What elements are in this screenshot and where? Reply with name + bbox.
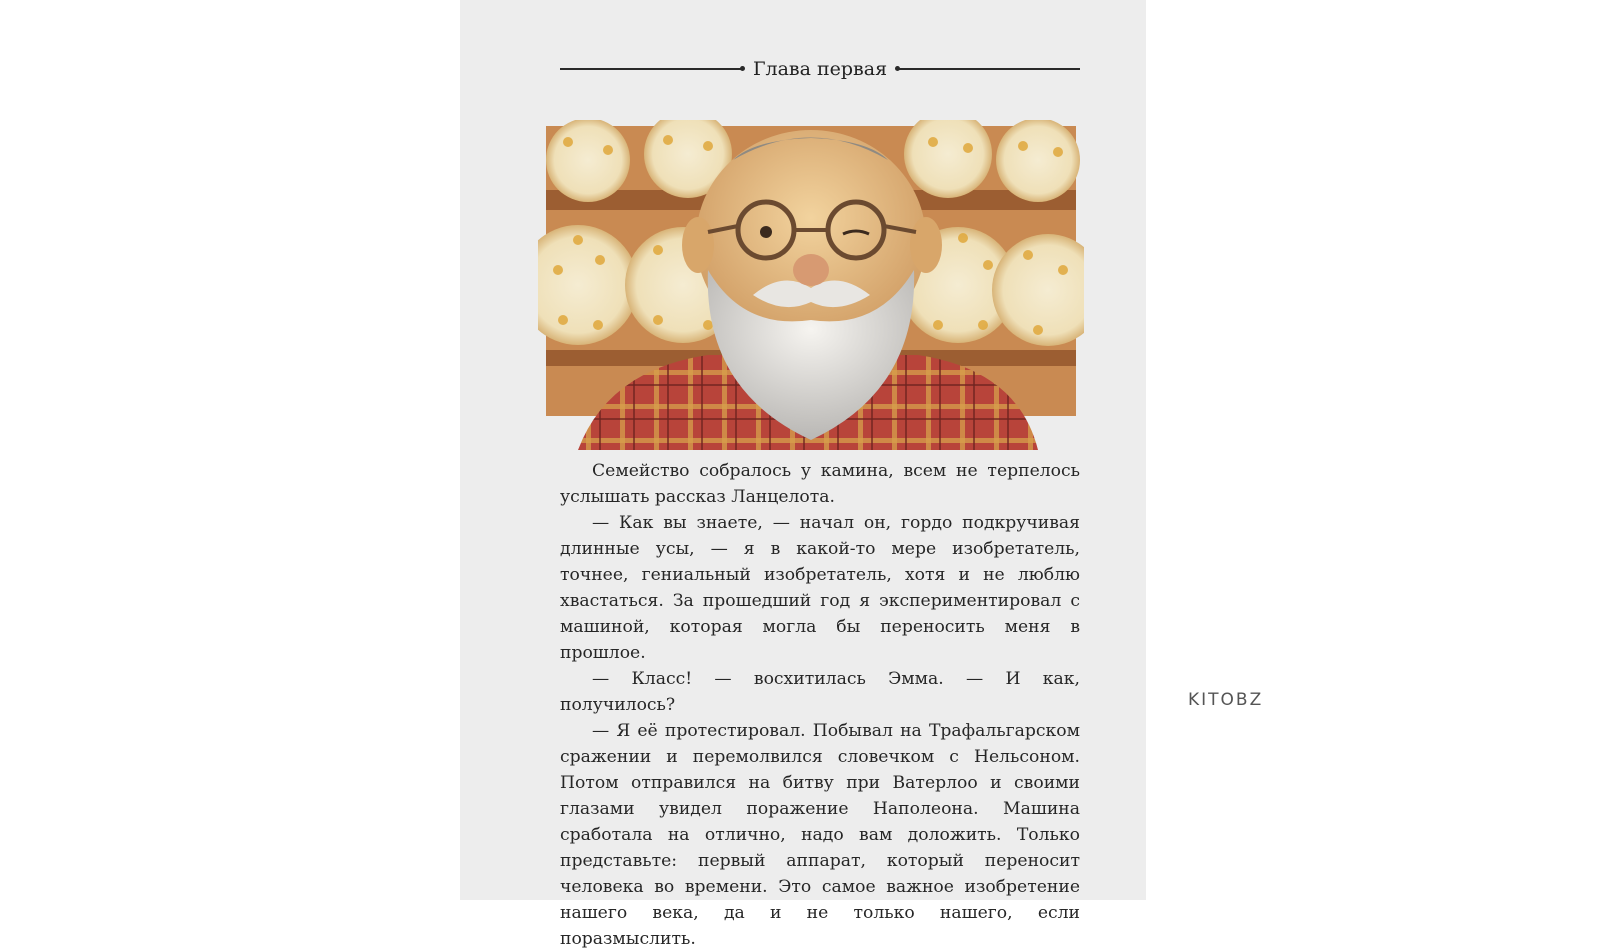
paragraph-4: — Я её протестировал. Побывал на Трафальгарском сражении и перемолвился словечком с Нельсоном. Потом отправился на битву при Ватерлоо и своими глазами увидел поражение Наполеона. Машина сработала на отлично, надо вам доложить. Только представьте: первый аппарат, который переносит человека во времени. Это самое важное изобретение нашего века, да и не только нашего, если поразмыслить. bbox=[560, 721, 1080, 949]
paragraph-2: — Как вы знаете, — начал он, гордо подкручивая длинные усы, — я в какой-то мере изобретатель, точнее, гениальный изобретатель, хотя и не люблю хвастаться. За прошедший год я экспериментировал с машиной, которая могла бы переносить меня в прошлое. bbox=[560, 513, 1080, 663]
body-text bbox=[560, 458, 1080, 952]
paragraph-1: Семейство собралось у камина, всем не терпелось услышать рассказ Ланцелота. bbox=[560, 461, 1080, 507]
illustration-old-man bbox=[538, 120, 1084, 450]
chapter-title: Глава первая bbox=[752, 58, 888, 80]
header-rule-right bbox=[897, 68, 1080, 70]
book-page bbox=[460, 0, 1146, 949]
watermark-logo: KITOBZ bbox=[1188, 690, 1264, 710]
header-rule-left bbox=[560, 68, 743, 70]
paragraph-3: — Класс! — восхитилась Эмма. — И как, получилось? bbox=[560, 669, 1080, 715]
chapter-header bbox=[560, 56, 1080, 82]
